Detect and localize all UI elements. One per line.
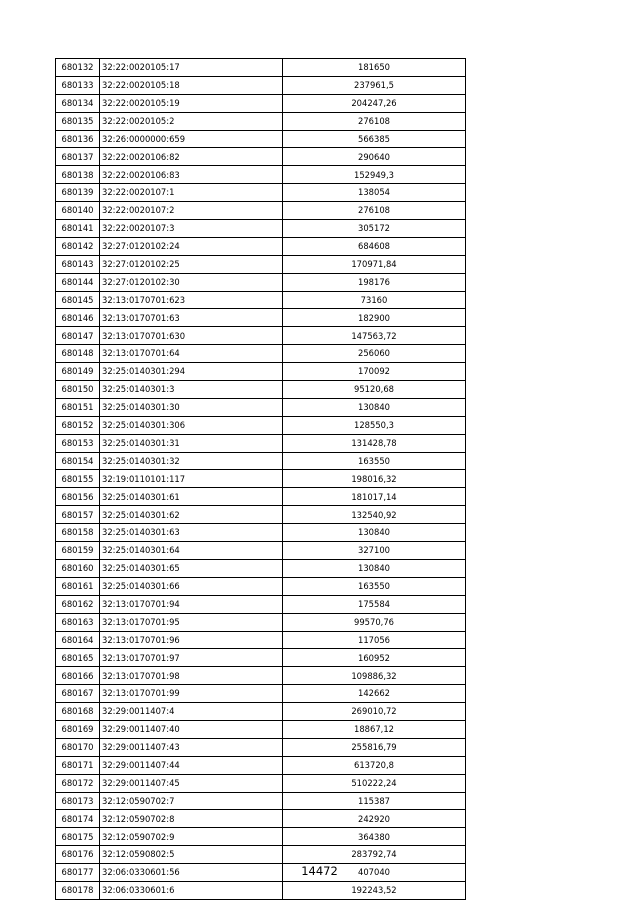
table-row <box>56 792 466 810</box>
table-row <box>56 148 466 166</box>
cadastral-number-cell: 32:25:0140301:294 <box>100 363 283 381</box>
cadastral-number-cell: 32:25:0140301:61 <box>100 488 283 506</box>
cadastral-value-cell: 138054 <box>283 184 466 202</box>
cadastral-number-cell: 32:25:0140301:32 <box>100 452 283 470</box>
cadastral-number-cell: 32:27:0120102:30 <box>100 273 283 291</box>
cadastral-value-cell: 115387 <box>283 792 466 810</box>
cadastral-value-cell: 117056 <box>283 631 466 649</box>
row-id-cell: 680156 <box>56 488 100 506</box>
table-row <box>56 703 466 721</box>
table-row <box>56 202 466 220</box>
cadastral-number-cell: 32:29:0011407:43 <box>100 738 283 756</box>
row-id-cell: 680171 <box>56 756 100 774</box>
cadastral-value-cell: 128550,3 <box>283 416 466 434</box>
cadastral-value-cell: 256060 <box>283 345 466 363</box>
table-row <box>56 542 466 560</box>
table-row <box>56 488 466 506</box>
cadastral-number-cell: 32:22:0020105:2 <box>100 112 283 130</box>
cadastral-value-cell: 130840 <box>283 559 466 577</box>
row-id-cell: 680132 <box>56 59 100 77</box>
row-id-cell: 680159 <box>56 542 100 560</box>
cadastral-value-cell: 510222,24 <box>283 774 466 792</box>
row-id-cell: 680173 <box>56 792 100 810</box>
cadastral-number-cell: 32:13:0170701:623 <box>100 291 283 309</box>
cadastral-number-cell: 32:13:0170701:96 <box>100 631 283 649</box>
cadastral-number-cell: 32:29:0011407:44 <box>100 756 283 774</box>
row-id-cell: 680141 <box>56 220 100 238</box>
table-row <box>56 738 466 756</box>
row-id-cell: 680146 <box>56 309 100 327</box>
cadastral-number-cell: 32:27:0120102:24 <box>100 237 283 255</box>
table-row <box>56 524 466 542</box>
row-id-cell: 680134 <box>56 94 100 112</box>
cadastral-value-cell: 192243,52 <box>283 881 466 899</box>
cadastral-value-cell: 407040 <box>283 864 466 882</box>
cadastral-value-cell: 99570,76 <box>283 613 466 631</box>
cadastral-number-cell: 32:25:0140301:64 <box>100 542 283 560</box>
cadastral-value-cell: 170971,84 <box>283 255 466 273</box>
cadastral-value-cell: 255816,79 <box>283 738 466 756</box>
cadastral-value-cell: 131428,78 <box>283 434 466 452</box>
cadastral-value-table <box>55 58 466 900</box>
table-row <box>56 649 466 667</box>
table-row <box>56 631 466 649</box>
cadastral-value-cell: 170092 <box>283 363 466 381</box>
cadastral-number-cell: 32:19:0110101:117 <box>100 470 283 488</box>
cadastral-value-cell: 242920 <box>283 810 466 828</box>
table-row <box>56 59 466 77</box>
cadastral-value-cell: 95120,68 <box>283 381 466 399</box>
row-id-cell: 680157 <box>56 506 100 524</box>
row-id-cell: 680163 <box>56 613 100 631</box>
cadastral-number-cell: 32:29:0011407:40 <box>100 720 283 738</box>
cadastral-value-cell: 198016,32 <box>283 470 466 488</box>
cadastral-number-cell: 32:25:0140301:66 <box>100 577 283 595</box>
row-id-cell: 680136 <box>56 130 100 148</box>
table-row <box>56 846 466 864</box>
cadastral-number-cell: 32:13:0170701:630 <box>100 327 283 345</box>
table-row <box>56 756 466 774</box>
cadastral-number-cell: 32:29:0011407:45 <box>100 774 283 792</box>
row-id-cell: 680142 <box>56 237 100 255</box>
row-id-cell: 680133 <box>56 76 100 94</box>
cadastral-value-cell: 73160 <box>283 291 466 309</box>
cadastral-number-cell: 32:13:0170701:64 <box>100 345 283 363</box>
row-id-cell: 680168 <box>56 703 100 721</box>
cadastral-value-cell: 290640 <box>283 148 466 166</box>
row-id-cell: 680148 <box>56 345 100 363</box>
cadastral-value-cell: 160952 <box>283 649 466 667</box>
cadastral-value-cell: 276108 <box>283 202 466 220</box>
table-row <box>56 559 466 577</box>
row-id-cell: 680160 <box>56 559 100 577</box>
row-id-cell: 680164 <box>56 631 100 649</box>
row-id-cell: 680143 <box>56 255 100 273</box>
table-row <box>56 255 466 273</box>
row-id-cell: 680147 <box>56 327 100 345</box>
row-id-cell: 680158 <box>56 524 100 542</box>
cadastral-value-cell: 142662 <box>283 685 466 703</box>
row-id-cell: 680166 <box>56 667 100 685</box>
cadastral-value-cell: 566385 <box>283 130 466 148</box>
table-row <box>56 720 466 738</box>
row-id-cell: 680138 <box>56 166 100 184</box>
table-row <box>56 434 466 452</box>
row-id-cell: 680139 <box>56 184 100 202</box>
row-id-cell: 680177 <box>56 864 100 882</box>
row-id-cell: 680155 <box>56 470 100 488</box>
cadastral-value-cell: 237961,5 <box>283 76 466 94</box>
table-row <box>56 506 466 524</box>
row-id-cell: 680150 <box>56 381 100 399</box>
row-id-cell: 680153 <box>56 434 100 452</box>
page-number: 14472 <box>301 864 338 878</box>
cadastral-number-cell: 32:12:0590702:9 <box>100 828 283 846</box>
cadastral-number-cell: 32:26:0000000:659 <box>100 130 283 148</box>
row-id-cell: 680145 <box>56 291 100 309</box>
cadastral-value-cell: 305172 <box>283 220 466 238</box>
table-row <box>56 291 466 309</box>
table-row <box>56 184 466 202</box>
cadastral-number-cell: 32:06:0330601:6 <box>100 881 283 899</box>
cadastral-value-cell: 327100 <box>283 542 466 560</box>
cadastral-number-cell: 32:22:0020107:1 <box>100 184 283 202</box>
table-row <box>56 452 466 470</box>
table-row <box>56 381 466 399</box>
cadastral-value-cell: 364380 <box>283 828 466 846</box>
cadastral-number-cell: 32:29:0011407:4 <box>100 703 283 721</box>
table-row <box>56 667 466 685</box>
row-id-cell: 680165 <box>56 649 100 667</box>
table-row <box>56 774 466 792</box>
row-id-cell: 680135 <box>56 112 100 130</box>
table-row <box>56 273 466 291</box>
row-id-cell: 680149 <box>56 363 100 381</box>
cadastral-number-cell: 32:25:0140301:62 <box>100 506 283 524</box>
cadastral-number-cell: 32:13:0170701:95 <box>100 613 283 631</box>
row-id-cell: 680178 <box>56 881 100 899</box>
table-row <box>56 577 466 595</box>
row-id-cell: 680140 <box>56 202 100 220</box>
table-row <box>56 130 466 148</box>
table-row <box>56 828 466 846</box>
table-row <box>56 237 466 255</box>
cadastral-value-cell: 132540,92 <box>283 506 466 524</box>
cadastral-value-cell: 152949,3 <box>283 166 466 184</box>
row-id-cell: 680152 <box>56 416 100 434</box>
table-row <box>56 112 466 130</box>
row-id-cell: 680151 <box>56 398 100 416</box>
cadastral-number-cell: 32:13:0170701:99 <box>100 685 283 703</box>
cadastral-number-cell: 32:22:0020105:18 <box>100 76 283 94</box>
table-row <box>56 345 466 363</box>
row-id-cell: 680176 <box>56 846 100 864</box>
cadastral-value-cell: 163550 <box>283 452 466 470</box>
cadastral-number-cell: 32:22:0020107:3 <box>100 220 283 238</box>
cadastral-number-cell: 32:25:0140301:306 <box>100 416 283 434</box>
cadastral-value-cell: 269010,72 <box>283 703 466 721</box>
cadastral-value-cell: 147563,72 <box>283 327 466 345</box>
cadastral-value-cell: 182900 <box>283 309 466 327</box>
cadastral-number-cell: 32:13:0170701:98 <box>100 667 283 685</box>
cadastral-number-cell: 32:27:0120102:25 <box>100 255 283 273</box>
table-row <box>56 416 466 434</box>
row-id-cell: 680162 <box>56 595 100 613</box>
table-row <box>56 595 466 613</box>
table-body <box>56 59 466 900</box>
row-id-cell: 680170 <box>56 738 100 756</box>
table-row <box>56 881 466 899</box>
table-row <box>56 76 466 94</box>
row-id-cell: 680169 <box>56 720 100 738</box>
table-row <box>56 685 466 703</box>
cadastral-number-cell: 32:22:0020106:82 <box>100 148 283 166</box>
cadastral-number-cell: 32:25:0140301:3 <box>100 381 283 399</box>
cadastral-value-cell: 130840 <box>283 398 466 416</box>
row-id-cell: 680144 <box>56 273 100 291</box>
cadastral-number-cell: 32:13:0170701:97 <box>100 649 283 667</box>
row-id-cell: 680167 <box>56 685 100 703</box>
cadastral-value-cell: 198176 <box>283 273 466 291</box>
cadastral-number-cell: 32:12:0590702:8 <box>100 810 283 828</box>
cadastral-value-cell: 181017,14 <box>283 488 466 506</box>
cadastral-number-cell: 32:13:0170701:94 <box>100 595 283 613</box>
cadastral-number-cell: 32:12:0590702:7 <box>100 792 283 810</box>
cadastral-value-cell: 163550 <box>283 577 466 595</box>
cadastral-number-cell: 32:25:0140301:30 <box>100 398 283 416</box>
cadastral-number-cell: 32:12:0590802:5 <box>100 846 283 864</box>
cadastral-value-cell: 109886,32 <box>283 667 466 685</box>
row-id-cell: 680137 <box>56 148 100 166</box>
cadastral-number-cell: 32:13:0170701:63 <box>100 309 283 327</box>
row-id-cell: 680154 <box>56 452 100 470</box>
cadastral-value-cell: 684608 <box>283 237 466 255</box>
cadastral-value-cell: 130840 <box>283 524 466 542</box>
cadastral-value-cell: 18867,12 <box>283 720 466 738</box>
table-row <box>56 363 466 381</box>
row-id-cell: 680172 <box>56 774 100 792</box>
cadastral-number-cell: 32:25:0140301:31 <box>100 434 283 452</box>
cadastral-value-cell: 613720,8 <box>283 756 466 774</box>
table-row <box>56 327 466 345</box>
row-id-cell: 680174 <box>56 810 100 828</box>
cadastral-value-cell: 283792,74 <box>283 846 466 864</box>
row-id-cell: 680161 <box>56 577 100 595</box>
table-row <box>56 613 466 631</box>
cadastral-value-cell: 181650 <box>283 59 466 77</box>
table-row <box>56 810 466 828</box>
cadastral-number-cell: 32:22:0020105:17 <box>100 59 283 77</box>
cadastral-number-cell: 32:06:0330601:56 <box>100 864 283 882</box>
cadastral-number-cell: 32:22:0020106:83 <box>100 166 283 184</box>
cadastral-value-cell: 204247,26 <box>283 94 466 112</box>
table-row <box>56 470 466 488</box>
cadastral-value-cell: 276108 <box>283 112 466 130</box>
cadastral-number-cell: 32:22:0020107:2 <box>100 202 283 220</box>
cadastral-number-cell: 32:22:0020105:19 <box>100 94 283 112</box>
cadastral-number-cell: 32:25:0140301:65 <box>100 559 283 577</box>
cadastral-value-cell: 175584 <box>283 595 466 613</box>
table-row <box>56 94 466 112</box>
row-id-cell: 680175 <box>56 828 100 846</box>
table-row <box>56 220 466 238</box>
cadastral-number-cell: 32:25:0140301:63 <box>100 524 283 542</box>
table-row <box>56 398 466 416</box>
table-row <box>56 309 466 327</box>
table-row <box>56 166 466 184</box>
